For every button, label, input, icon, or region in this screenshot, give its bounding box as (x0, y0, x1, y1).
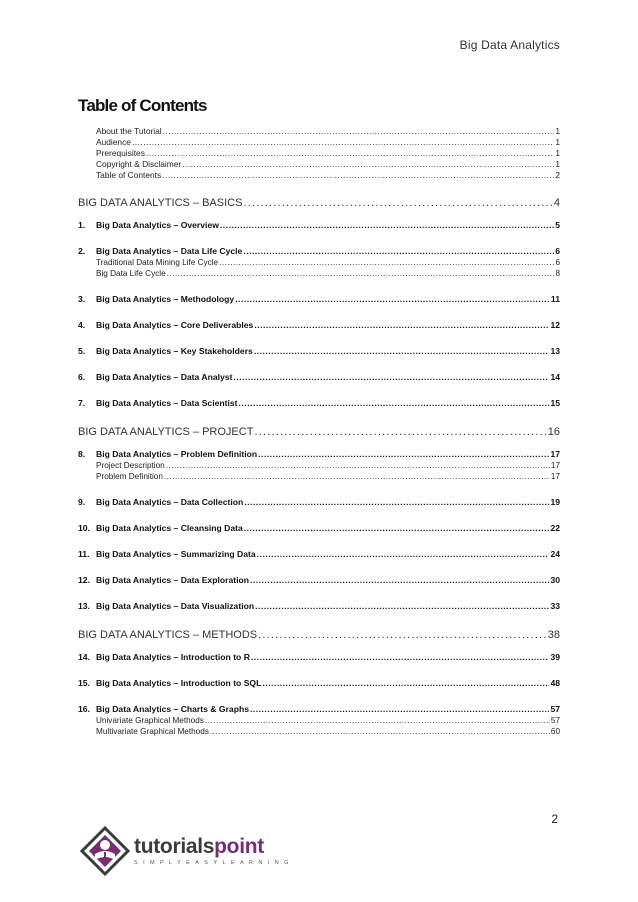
chapter-page: 57 (550, 704, 560, 714)
chapter-title: Big Data Analytics – Data Analyst (96, 372, 233, 382)
leader-dots (257, 549, 550, 559)
chapter-entry[interactable] (78, 246, 560, 258)
chapter-entry[interactable] (78, 294, 560, 306)
chapter-title: Big Data Analytics – Data Collection (96, 497, 244, 507)
leader-dots (254, 346, 550, 356)
part-heading[interactable] (78, 629, 560, 644)
toc-entry-title: Table of Contents (96, 170, 162, 180)
leader-dots (146, 148, 554, 158)
leader-dots (205, 716, 550, 725)
chapter-number: 1. (78, 220, 86, 230)
toc-entry-title: About the Tutorial (96, 126, 162, 136)
section-page: 57 (550, 716, 560, 725)
chapter-number: 11. (78, 549, 90, 559)
leader-dots (254, 426, 546, 438)
section-title: Traditional Data Mining Life Cycle (96, 258, 219, 267)
chapter-entry[interactable] (78, 678, 560, 690)
leader-dots (244, 497, 549, 507)
chapter-page: 22 (550, 523, 560, 533)
chapter-title: Big Data Analytics – Data Life Cycle (96, 246, 243, 256)
chapter-title: Big Data Analytics – Data Exploration (96, 575, 249, 585)
section-page: 8 (555, 269, 560, 278)
leader-dots (235, 294, 550, 304)
chapter-entry[interactable] (78, 346, 560, 358)
chapter-page: 14 (550, 372, 560, 382)
leader-dots (132, 137, 554, 147)
leader-dots (250, 575, 549, 585)
chapter-number: 14. (78, 652, 90, 662)
section-entry[interactable] (78, 716, 560, 727)
section-entry[interactable] (78, 461, 560, 472)
chapter-number: 12. (78, 575, 90, 585)
leader-dots (251, 652, 550, 662)
part-heading[interactable] (78, 197, 560, 212)
chapter-page: 13 (550, 346, 560, 356)
chapter-page: 30 (550, 575, 560, 585)
chapter-number: 6. (78, 372, 86, 382)
leader-dots (163, 126, 555, 136)
leader-dots (243, 246, 554, 256)
section-title: Multivariate Graphical Methods (96, 727, 209, 736)
chapter-number: 3. (78, 294, 86, 304)
chapter-number: 15. (78, 678, 90, 688)
chapter-entry[interactable] (78, 449, 560, 461)
chapter-page: 33 (550, 601, 560, 611)
leader-dots (255, 601, 549, 611)
chapter-entry[interactable] (78, 601, 560, 613)
section-title: Project Description (96, 461, 165, 470)
section-entry[interactable] (78, 258, 560, 269)
toc-entry-title: Copyright & Disclaimer (96, 159, 182, 169)
chapter-number: 5. (78, 346, 86, 356)
chapter-number: 16. (78, 704, 90, 714)
chapter-title: Big Data Analytics – Data Visualization (96, 601, 255, 611)
table-of-contents (78, 126, 560, 738)
chapter-entry[interactable] (78, 575, 560, 587)
chapter-entry[interactable] (78, 704, 560, 716)
leader-dots (243, 197, 552, 209)
leader-dots (166, 461, 550, 470)
chapter-page: 15 (550, 398, 560, 408)
chapter-entry[interactable] (78, 549, 560, 561)
chapter-page: 24 (550, 549, 560, 559)
chapter-entry[interactable] (78, 497, 560, 509)
toc-entry-page: 1 (555, 159, 560, 169)
toc-entry-title: Prerequisites (96, 148, 145, 158)
tutorialspoint-logo (80, 826, 294, 876)
chapter-page: 48 (550, 678, 560, 688)
section-title: Big Data Life Cycle (96, 269, 166, 278)
part-heading[interactable] (78, 426, 560, 441)
leader-dots (164, 472, 550, 481)
chapter-title: Big Data Analytics – Core Deliverables (96, 320, 254, 330)
part-title: BIG DATA ANALYTICS – METHODS (78, 629, 258, 641)
chapter-number: 7. (78, 398, 86, 408)
toc-entry-title: Audience (96, 137, 131, 147)
chapter-entry[interactable] (78, 398, 560, 410)
chapter-entry[interactable] (78, 372, 560, 384)
part-title: BIG DATA ANALYTICS – BASICS (78, 197, 243, 209)
part-page: 16 (547, 426, 560, 438)
toc-entry[interactable] (78, 159, 560, 170)
logo-tagline: SIMPLYEASYLEARNING (134, 860, 294, 866)
chapter-title: Big Data Analytics – Key Stakeholders (96, 346, 253, 356)
toc-entry[interactable] (78, 137, 560, 148)
chapter-entry[interactable] (78, 320, 560, 332)
logo-name-part1: tutorials (134, 835, 215, 858)
toc-entry[interactable] (78, 148, 560, 159)
leader-dots (250, 704, 549, 714)
chapter-number: 9. (78, 497, 86, 507)
leader-dots (210, 727, 550, 736)
toc-title: Table of Contents (78, 96, 207, 115)
chapter-title: Big Data Analytics – Overview (96, 220, 219, 230)
chapter-title: Big Data Analytics – Summarizing Data (96, 549, 256, 559)
leader-dots (262, 678, 549, 688)
chapter-page: 19 (550, 497, 560, 507)
leader-dots (220, 220, 554, 230)
leader-dots (258, 629, 547, 641)
leader-dots (162, 170, 554, 180)
part-title: BIG DATA ANALYTICS – PROJECT (78, 426, 254, 438)
chapter-page: 39 (550, 652, 560, 662)
part-page: 4 (553, 197, 560, 209)
chapter-number: 13. (78, 601, 90, 611)
chapter-title: Big Data Analytics – Introduction to SQL (96, 678, 262, 688)
toc-entry-page: 1 (555, 148, 560, 158)
section-title: Problem Definition (96, 472, 163, 481)
section-entry[interactable] (78, 472, 560, 483)
chapter-title: Big Data Analytics – Charts & Graphs (96, 704, 249, 714)
chapter-entry[interactable] (78, 652, 560, 664)
toc-entry-page: 2 (555, 170, 560, 180)
front-matter (78, 126, 560, 181)
leader-dots (167, 269, 555, 278)
chapter-page: 17 (550, 449, 560, 459)
section-title: Univariate Graphical Methods (96, 716, 204, 725)
chapter-title: Big Data Analytics – Data Scientist (96, 398, 238, 408)
chapter-number: 10. (78, 523, 90, 533)
section-page: 17 (550, 461, 560, 470)
chapter-number: 2. (78, 246, 86, 256)
chapter-page: 11 (550, 294, 560, 304)
page-number: 2 (551, 812, 558, 826)
toc-entry-page: 1 (555, 126, 560, 136)
chapter-page: 5 (555, 220, 560, 230)
section-page: 6 (555, 258, 560, 267)
leader-dots (244, 523, 550, 533)
chapter-page: 12 (550, 320, 560, 330)
leader-dots (182, 159, 554, 169)
leader-dots (219, 258, 554, 267)
toc-entry-page: 1 (555, 137, 560, 147)
chapter-number: 8. (78, 449, 86, 459)
tutorialspoint-logo-icon (80, 826, 130, 876)
chapter-entry[interactable] (78, 523, 560, 535)
section-entry[interactable] (78, 269, 560, 280)
leader-dots (258, 449, 549, 459)
section-page: 17 (550, 472, 560, 481)
leader-dots (233, 372, 549, 382)
chapter-page: 6 (555, 246, 560, 256)
chapter-title: Big Data Analytics – Problem Definition (96, 449, 258, 459)
section-page: 60 (550, 727, 560, 736)
running-head: Big Data Analytics (459, 38, 560, 52)
part-page: 38 (547, 629, 560, 641)
toc-entry[interactable] (78, 170, 560, 181)
toc-entry[interactable] (78, 126, 560, 137)
leader-dots (254, 320, 549, 330)
chapter-entry[interactable] (78, 220, 560, 232)
logo-name-part2: point (214, 835, 264, 858)
chapter-title: Big Data Analytics – Methodology (96, 294, 235, 304)
chapter-title: Big Data Analytics – Introduction to R (96, 652, 250, 662)
chapter-number: 4. (78, 320, 86, 330)
chapter-title: Big Data Analytics – Cleansing Data (96, 523, 243, 533)
section-entry[interactable] (78, 727, 560, 738)
leader-dots (239, 398, 550, 408)
